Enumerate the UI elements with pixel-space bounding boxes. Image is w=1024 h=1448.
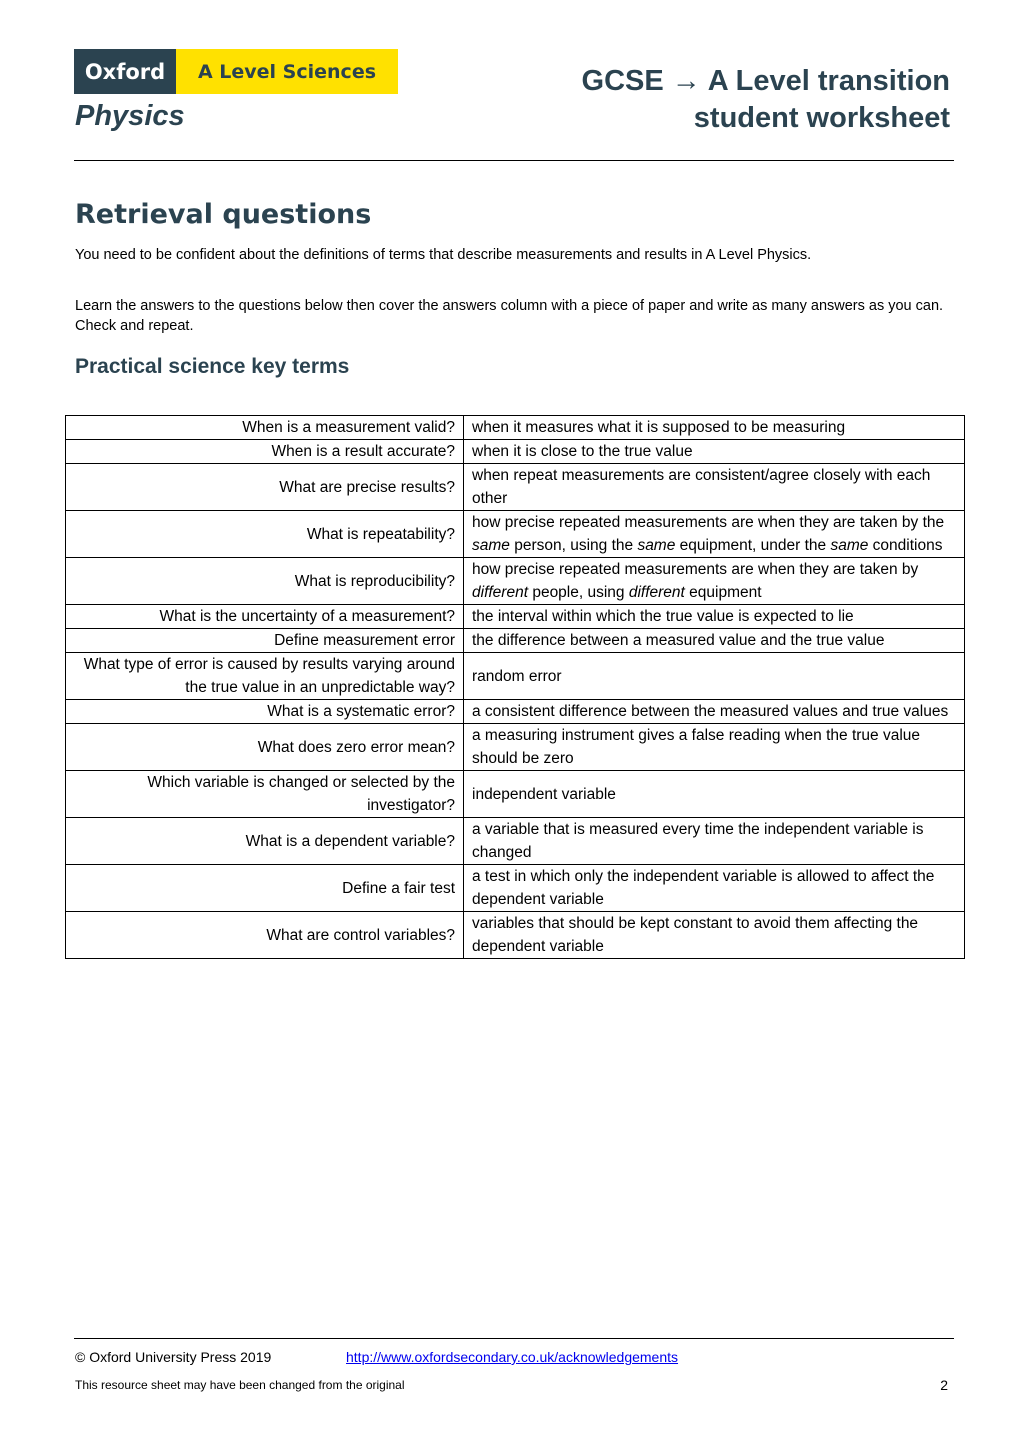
- question-cell: What is reproducibility?: [66, 558, 464, 605]
- question-cell: What are control variables?: [66, 912, 464, 959]
- question-cell: What is a systematic error?: [66, 700, 464, 724]
- table-row: [66, 605, 965, 629]
- question-cell: Define a fair test: [66, 865, 464, 912]
- key-terms-table-body: [66, 416, 965, 959]
- answer-text: how precise repeated measurements are when they are taken by: [472, 561, 919, 578]
- table-row: [66, 818, 965, 865]
- answer-cell: variables that should be kept constant to avoid them affecting the dependent variable: [464, 912, 965, 959]
- question-cell: When is a measurement valid?: [66, 416, 464, 440]
- answer-text: how precise repeated measurements are when they are taken by the: [472, 514, 945, 531]
- answer-text: conditions: [868, 537, 943, 554]
- table-row: [66, 771, 965, 818]
- table-row: [66, 416, 965, 440]
- intro-paragraph-2: Learn the answers to the questions below then cover the answers column with a piece of paper and write as many answers as you can. Check and repeat.: [75, 298, 944, 334]
- logo-a-level-sciences: A Level Sciences: [176, 49, 398, 94]
- table-row: [66, 724, 965, 771]
- question-cell: What type of error is caused by results varying around the true value in an unpredictable way?: [66, 653, 464, 700]
- answer-cell: when repeat measurements are consistent/agree closely with each other: [464, 464, 965, 511]
- answer-cell: [464, 558, 965, 605]
- copyright-text: © Oxford University Press 2019: [75, 1349, 272, 1365]
- question-cell: What is the uncertainty of a measurement?: [66, 605, 464, 629]
- table-row: [66, 912, 965, 959]
- answer-cell: the difference between a measured value and the true value: [464, 629, 965, 653]
- question-cell: When is a result accurate?: [66, 440, 464, 464]
- oxford-logo: [74, 49, 398, 94]
- answer-cell: a consistent difference between the measured values and true values: [464, 700, 965, 724]
- table-row: [66, 464, 965, 511]
- emphasis-text: same: [472, 537, 510, 554]
- answer-cell: independent variable: [464, 771, 965, 818]
- emphasis-text: different: [472, 584, 529, 601]
- answer-text: people, using: [528, 584, 629, 601]
- document-title: [582, 63, 950, 137]
- table-row: [66, 558, 965, 605]
- answer-text: equipment: [684, 584, 762, 601]
- disclaimer-text: This resource sheet may have been changed from the original: [75, 1378, 405, 1392]
- answer-cell: a measuring instrument gives a false reading when the true value should be zero: [464, 724, 965, 771]
- answer-cell: a variable that is measured every time the independent variable is changed: [464, 818, 965, 865]
- table-row: [66, 629, 965, 653]
- document-title-line2: student worksheet: [693, 102, 950, 134]
- footer-divider: [74, 1338, 954, 1339]
- emphasis-text: same: [637, 537, 676, 554]
- intro-paragraph-1: You need to be confident about the definitions of terms that describe measurements and results in A Level Physics.: [75, 247, 812, 263]
- table-row: [66, 511, 965, 558]
- answer-text: equipment, under the: [675, 537, 831, 554]
- answer-cell: when it measures what it is supposed to be measuring: [464, 416, 965, 440]
- subject-title: Physics: [75, 100, 185, 132]
- question-cell: What is repeatability?: [66, 511, 464, 558]
- document-title-line1: GCSE → A Level transition: [581, 65, 950, 97]
- table-heading: Practical science key terms: [75, 355, 350, 378]
- table-row: [66, 700, 965, 724]
- section-heading: Retrieval questions: [75, 199, 372, 230]
- table-row: [66, 865, 965, 912]
- question-cell: Which variable is changed or selected by the investigator?: [66, 771, 464, 818]
- acknowledgements-link[interactable]: http://www.oxfordsecondary.co.uk/acknowledgements: [346, 1349, 679, 1365]
- logo-oxford: Oxford: [74, 49, 176, 94]
- question-cell: What is a dependent variable?: [66, 818, 464, 865]
- answer-cell: a test in which only the independent variable is allowed to affect the dependent variable: [464, 865, 965, 912]
- header-divider: [74, 160, 954, 161]
- answer-cell: when it is close to the true value: [464, 440, 965, 464]
- answer-cell: random error: [464, 653, 965, 700]
- answer-text: person, using the: [509, 537, 638, 554]
- table-row: [66, 440, 965, 464]
- answer-cell: [464, 511, 965, 558]
- question-cell: Define measurement error: [66, 629, 464, 653]
- emphasis-text: different: [628, 584, 685, 601]
- question-cell: What are precise results?: [66, 464, 464, 511]
- emphasis-text: same: [830, 537, 869, 554]
- page-number: 2: [940, 1377, 948, 1393]
- answer-cell: the interval within which the true value is expected to lie: [464, 605, 965, 629]
- key-terms-table: [65, 415, 965, 959]
- question-cell: What does zero error mean?: [66, 724, 464, 771]
- table-row: [66, 653, 965, 700]
